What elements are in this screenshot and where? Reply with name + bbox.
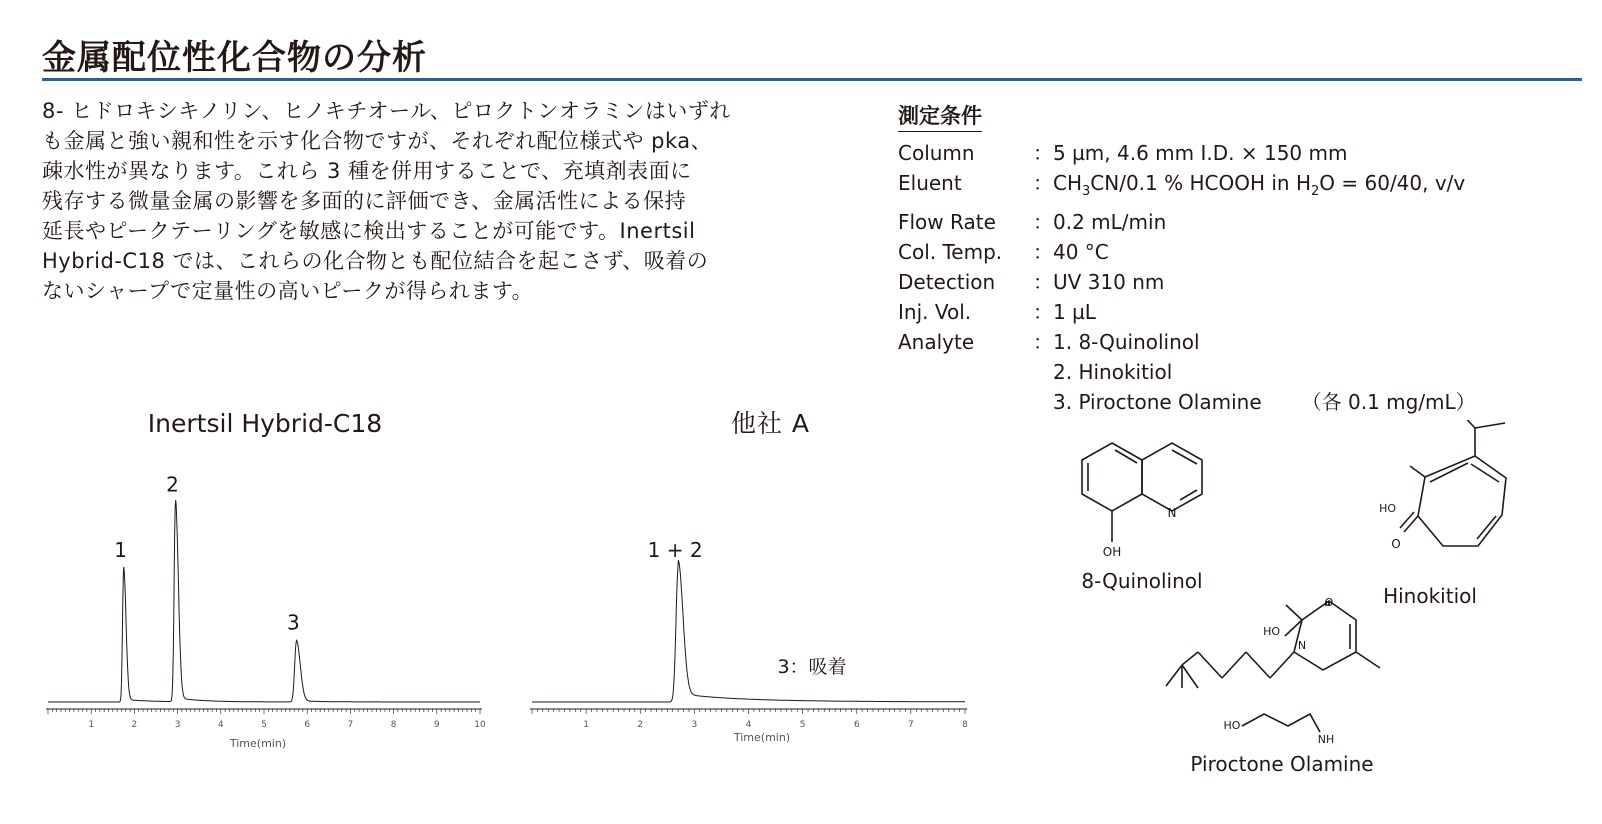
analyte-3-name: 3. Piroctone Olamine	[1053, 390, 1262, 414]
conditions-table	[898, 138, 1476, 417]
condition-colon: ：	[1033, 210, 1053, 234]
eluent-subscript: 2	[1311, 184, 1320, 199]
conditions-heading: 測定条件	[898, 100, 982, 132]
condition-colon: ：	[1033, 240, 1053, 264]
peak-label: 3	[287, 610, 300, 635]
condition-value: 5 µm, 4.6 mm I.D. × 150 mm	[1053, 141, 1348, 165]
condition-colon: ：	[1033, 141, 1053, 165]
condition-label: Detection	[898, 270, 996, 294]
x-tick-label: 7	[347, 720, 354, 730]
peak-label: 2	[166, 472, 179, 497]
eluent-part: CN/0.1 % HCOOH in H	[1090, 171, 1311, 195]
peak-label: 1	[114, 537, 127, 562]
condition-label: Eluent	[898, 171, 962, 195]
hinokitiol-ho-label: HO	[1379, 502, 1396, 515]
condition-row-flow	[898, 207, 1476, 237]
condition-colon: ：	[1033, 330, 1053, 354]
condition-label: Analyte	[898, 330, 975, 354]
condition-value: 1 µL	[1053, 300, 1096, 324]
description-line: 疎水性が異なります。これら 3 種を併用することで、充填剤表面に	[42, 159, 692, 183]
condition-row-column	[898, 138, 1476, 168]
description-line: ないシャープで定量性の高いピークが得られます。	[42, 279, 534, 303]
x-tick-label: 6	[304, 720, 311, 730]
description-line: も金属と強い親和性を示す化合物ですが、それぞれ配位様式や pka、	[42, 129, 713, 153]
olamine-nh-label: NH	[1317, 733, 1335, 746]
page-title: 金属配位性化合物の分析	[42, 38, 427, 78]
chromatogram-trace	[48, 500, 480, 702]
condition-row-eluent	[898, 168, 1476, 207]
x-tick-label: 4	[745, 720, 752, 730]
x-tick-label: 10	[474, 720, 486, 730]
olamine-structure	[1242, 714, 1320, 732]
x-tick-label: 2	[131, 720, 138, 730]
condition-label: Flow Rate	[898, 210, 996, 234]
condition-row-temp	[898, 237, 1476, 267]
chart-title: Inertsil Hybrid-C18	[147, 409, 383, 438]
chromatogram-trace	[532, 560, 965, 702]
piroctone-n-label: N	[1297, 639, 1307, 652]
condition-colon: ：	[1033, 171, 1053, 195]
hinokitiol-structure	[1400, 420, 1506, 546]
condition-value: UV 310 nm	[1053, 270, 1165, 294]
x-tick-label: 1	[583, 720, 589, 730]
chart-title: 他社 A	[730, 409, 810, 438]
description-line: Hybrid-C18 では、これらの化合物とも配位結合を起こさず、吸着の	[42, 249, 709, 273]
piroctone-o-label: O	[1324, 596, 1334, 609]
chromatogram-other-a	[522, 400, 1000, 770]
x-tick-label: 2	[637, 720, 644, 730]
x-tick-label: 1	[88, 720, 95, 730]
condition-value: 1. 8-Quinolinol	[1053, 330, 1200, 354]
piroctone-ho-label: HO	[1263, 625, 1280, 638]
chart-annotation: 3：吸着	[777, 656, 847, 678]
x-tick-label: 3	[174, 720, 181, 730]
condition-value: 0.2 mL/min	[1053, 210, 1167, 234]
description-line: 8- ヒドロキシキノリン、ヒノキチオール、ピロクトンオラミンはいずれ	[42, 99, 731, 123]
condition-colon: ：	[1033, 300, 1053, 324]
eluent-part: O = 60/40, v/v	[1319, 171, 1466, 195]
hinokitiol-name: Hinokitiol	[1383, 584, 1477, 608]
piroctone-name: Piroctone Olamine	[1190, 752, 1374, 776]
description-line: 残存する微量金属の影響を多面的に評価でき、金属活性による保持	[42, 189, 687, 213]
condition-row-inj	[898, 297, 1476, 327]
quinolinol-n-label: N	[1167, 506, 1177, 520]
condition-label: Column	[898, 141, 975, 165]
x-tick-label: 9	[433, 720, 440, 730]
x-tick-label: 3	[691, 720, 698, 730]
eluent-part: CH	[1053, 171, 1083, 195]
eluent-subscript: 3	[1082, 184, 1091, 199]
x-tick-label: 4	[217, 720, 224, 730]
condition-row-analyte	[898, 327, 1476, 357]
hinokitiol-o-label: O	[1391, 537, 1401, 551]
condition-label: Inj. Vol.	[898, 300, 972, 324]
condition-value: 40 °C	[1053, 240, 1109, 264]
chemical-structures	[1080, 420, 1590, 815]
condition-label: Col. Temp.	[898, 240, 1003, 264]
piroctone-structure	[1166, 601, 1380, 688]
x-axis-label: Time(min)	[229, 737, 287, 750]
x-tick-label: 7	[908, 720, 914, 730]
chromatogram-inertsil	[30, 400, 510, 770]
quinolinol-structure	[1082, 443, 1202, 542]
olamine-ho-label: HO	[1223, 719, 1241, 732]
description	[42, 96, 832, 306]
quinolinol-name: 8-Quinolinol	[1081, 569, 1203, 593]
x-axis-label: Time(min)	[733, 731, 791, 744]
condition-row-analyte-2	[898, 357, 1476, 387]
x-tick-label: 8	[390, 720, 397, 730]
description-line: 延長やピークテーリングを敏感に検出することが可能です。Inertsil	[42, 219, 696, 243]
condition-colon: ：	[1033, 270, 1053, 294]
x-tick-label: 5	[799, 720, 806, 730]
x-tick-label: 5	[261, 720, 267, 730]
condition-value: 2. Hinokitiol	[1053, 360, 1173, 384]
x-tick-label: 6	[853, 720, 860, 730]
x-tick-label: 8	[962, 720, 968, 730]
condition-row-detection	[898, 267, 1476, 297]
title-underline	[42, 78, 1582, 81]
peak-label: 1 + 2	[647, 537, 703, 562]
analyte-concentration: （各 0.1 mg/mL）	[1301, 390, 1476, 414]
condition-value	[1053, 168, 1476, 207]
condition-value	[1053, 387, 1476, 417]
quinolinol-oh-label: OH	[1102, 545, 1122, 559]
